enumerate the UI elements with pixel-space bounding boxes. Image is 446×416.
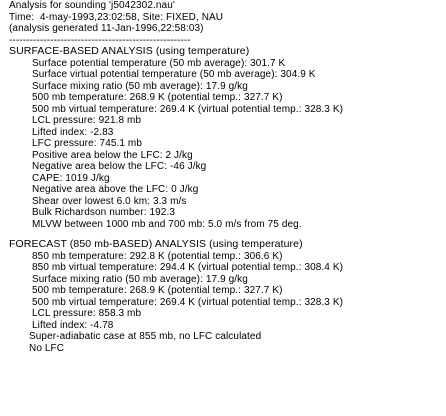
- header-divider: -----------------------------------------------------: [9, 34, 191, 46]
- surface-analysis-list: [9, 58, 444, 231]
- forecast-line: 500 mb temperature: 268.9 K (potential temp.: 327.7 K): [32, 285, 283, 296]
- forecast-analysis-list: [9, 251, 444, 332]
- surface-line: 500 mb temperature: 268.9 K (potential temp.: 327.7 K): [32, 92, 283, 103]
- surface-section-title: SURFACE-BASED ANALYSIS (using temperature): [9, 45, 250, 57]
- surface-line: Surface virtual potential temperature (50 mb average): 304.9 K: [32, 69, 316, 80]
- report-title: Analysis for sounding 'j5042302.nau': [9, 0, 175, 11]
- surface-line: Negative area above the LFC: 0 J/kg: [32, 184, 199, 195]
- surface-line: Bulk Richardson number: 192.3: [32, 207, 175, 218]
- report-generated-date: (analysis generated 11-Jan-1996,22:58:03): [9, 23, 204, 34]
- surface-line: Lifted index: -2.83: [32, 126, 114, 138]
- surface-line: Negative area below the LFC: -46 J/kg: [32, 161, 207, 172]
- forecast-note: Super-adiabatic case at 855 mb, no LFC calculated: [29, 331, 262, 342]
- surface-line: LFC pressure: 745.1 mb: [32, 138, 143, 149]
- forecast-section-title: FORECAST (850 mb-BASED) ANALYSIS (using temperature): [9, 238, 303, 250]
- surface-line: LCL pressure: 921.8 mb: [32, 115, 142, 126]
- forecast-line: 850 mb temperature: 292.8 K (potential temp.: 306.6 K): [32, 250, 283, 262]
- sounding-analysis-report: [9, 0, 444, 354]
- surface-line: Positive area below the LFC: 2 J/kg: [32, 149, 193, 161]
- surface-line: CAPE: 1019 J/kg: [32, 172, 110, 184]
- surface-line: Surface mixing ratio (50 mb average): 17.9 g/kg: [32, 80, 248, 92]
- surface-line: Surface potential temperature (50 mb average): 301.7 K: [32, 57, 286, 69]
- forecast-line: LCL pressure: 858.3 mb: [32, 308, 142, 319]
- forecast-line: Lifted index: -4.78: [32, 319, 114, 331]
- forecast-line: 850 mb virtual temperature: 294.4 K (virtual potential temp.: 308.4 K): [32, 262, 344, 273]
- forecast-line: Surface mixing ratio (50 mb average): 17.9 g/kg: [32, 273, 248, 285]
- report-time-site: Time: 4-may-1993,23:02:58, Site: FIXED, NAU: [9, 11, 224, 23]
- surface-line: 500 mb virtual temperature: 269.4 K (virtual potential temp.: 328.3 K): [32, 103, 344, 115]
- surface-line: Shear over lowest 6.0 km: 3.3 m/s: [32, 195, 187, 207]
- surface-line: MLVW between 1000 mb and 700 mb: 5.0 m/s from 75 deg.: [32, 218, 302, 230]
- forecast-line: 500 mb virtual temperature: 269.4 K (virtual potential temp.: 328.3 K): [32, 296, 344, 308]
- forecast-note: No LFC: [29, 342, 65, 354]
